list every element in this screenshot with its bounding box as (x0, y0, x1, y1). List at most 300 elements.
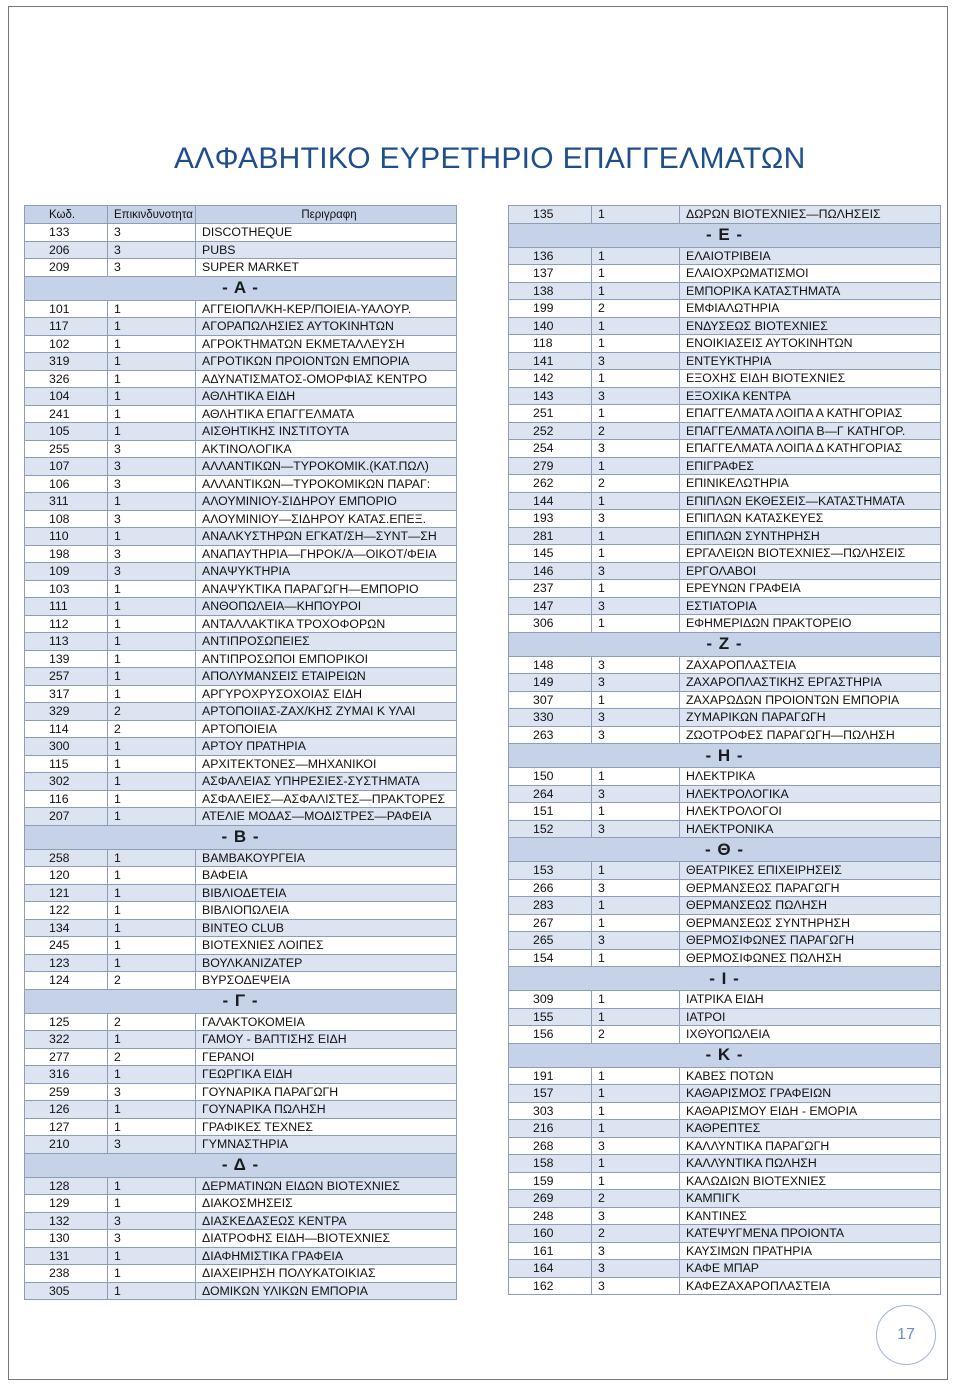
table-row (509, 709, 941, 727)
table-row (25, 259, 457, 277)
risk-cell: 2 (108, 720, 196, 738)
code-cell: 159 (509, 1172, 592, 1190)
risk-cell: 1 (592, 1120, 680, 1138)
description-cell: ΑΚΤΙΝΟΛΟΓΙΚΑ (196, 440, 457, 458)
description-cell: ΕΠΑΓΓΕΛΜΑΤΑ ΛΟΙΠΑ Β—Γ ΚΑΤΗΓΟΡ. (680, 422, 941, 440)
code-cell: 139 (25, 650, 108, 668)
table-row (509, 949, 941, 967)
table-row (509, 475, 941, 493)
description-cell: ΕΠΑΓΓΕΛΜΑΤΑ ΛΟΙΠΑ Α ΚΑΤΗΓΟΡΙΑΣ (680, 405, 941, 423)
table-row (25, 884, 457, 902)
risk-cell: 2 (592, 1190, 680, 1208)
code-cell: 160 (509, 1225, 592, 1243)
code-cell: 132 (25, 1212, 108, 1230)
code-cell: 258 (25, 849, 108, 867)
risk-cell: 1 (108, 370, 196, 388)
code-cell: 265 (509, 932, 592, 950)
table-row (25, 224, 457, 242)
table-row (25, 937, 457, 955)
description-cell: ΔΙΑΦΗΜΙΣΤΙΚΑ ΓΡΑΦΕΙΑ (196, 1247, 457, 1265)
table-row (25, 685, 457, 703)
risk-cell: 1 (108, 954, 196, 972)
code-cell: 330 (509, 709, 592, 727)
table-row (509, 510, 941, 528)
table-row (25, 1265, 457, 1283)
description-cell: ΕΞΟΧΗΣ ΕΙΔΗ ΒΙΟΤΕΧΝΙΕΣ (680, 370, 941, 388)
risk-cell: 1 (592, 768, 680, 786)
section-letter: - Γ - (25, 989, 457, 1013)
description-cell: ΒΑΜΒΑΚΟΥΡΓΕΙΑ (196, 849, 457, 867)
table-row (25, 1101, 457, 1119)
code-cell: 118 (509, 335, 592, 353)
risk-cell: 3 (592, 674, 680, 692)
code-cell: 103 (25, 580, 108, 598)
table-row (25, 1195, 457, 1213)
table-row (509, 914, 941, 932)
table-row (509, 1026, 941, 1044)
code-cell: 122 (25, 902, 108, 920)
risk-cell: 1 (592, 580, 680, 598)
description-cell: ΑΝΑΛΚΥΣΤΗΡΩΝ ΕΓΚΑΤ/ΣΗ—ΣΥΝΤ—ΣΗ (196, 528, 457, 546)
code-cell: 149 (509, 674, 592, 692)
table-row (25, 954, 457, 972)
code-cell: 305 (25, 1282, 108, 1300)
description-cell: ΙΑΤΡΟΙ (680, 1008, 941, 1026)
description-cell: ΒΥΡΣΟΔΕΨΕΙΑ (196, 972, 457, 990)
risk-cell: 1 (592, 247, 680, 265)
description-cell: ΑΡΤΟΥ ΠΡΑΤΗΡΙΑ (196, 738, 457, 756)
description-cell: ΓΕΩΡΓΙΚΑ ΕΙΔΗ (196, 1066, 457, 1084)
risk-cell: 2 (108, 703, 196, 721)
description-cell: ΑΔΥΝΑΤΙΣΜΑΤΟΣ-ΟΜΟΡΦΙΑΣ ΚΕΝΤΡΟ (196, 370, 457, 388)
description-cell: ΒΙΒΛΙΟΔΕΤΕΙΑ (196, 884, 457, 902)
description-cell: ΕΡΕΥΝΩΝ ΓΡΑΦΕΙΑ (680, 580, 941, 598)
risk-cell: 1 (108, 493, 196, 511)
table-row (25, 300, 457, 318)
table-row (25, 241, 457, 259)
code-cell: 129 (25, 1195, 108, 1213)
code-cell: 117 (25, 318, 108, 336)
table-row (25, 1282, 457, 1300)
code-cell: 238 (25, 1265, 108, 1283)
table-row (509, 726, 941, 744)
description-cell: ΑΡΤΟΠΟΙΕΙΑ (196, 720, 457, 738)
risk-cell: 1 (592, 862, 680, 880)
code-cell: 154 (509, 949, 592, 967)
page-number: 17 (876, 1305, 936, 1365)
risk-cell: 1 (592, 1155, 680, 1173)
risk-cell: 1 (592, 803, 680, 821)
table-row (509, 1102, 941, 1120)
description-cell: ΘΕΡΜΟΣΙΦΩΝΕΣ ΠΩΛΗΣΗ (680, 949, 941, 967)
index-table-right (508, 205, 941, 1295)
table-row (25, 423, 457, 441)
code-cell: 147 (509, 597, 592, 615)
description-cell: ΔΩΡΩΝ ΒΙΟΤΕΧΝΙΕΣ—ΠΩΛΗΣΕΙΣ (680, 206, 941, 224)
code-cell: 259 (25, 1083, 108, 1101)
risk-cell: 1 (108, 790, 196, 808)
risk-cell: 1 (108, 937, 196, 955)
description-cell: SUPER MARKET (196, 259, 457, 277)
risk-cell: 1 (108, 755, 196, 773)
description-cell: ΖΥΜΑΡΙΚΩΝ ΠΑΡΑΓΩΓΗ (680, 709, 941, 727)
description-cell: DISCOTHEQUE (196, 224, 457, 242)
code-cell: 266 (509, 879, 592, 897)
description-cell: ΕΜΠΟΡΙΚΑ ΚΑΤΑΣΤΗΜΑΤΑ (680, 282, 941, 300)
description-cell: ΓΡΑΦΙΚΕΣ ΤΕΧΝΕΣ (196, 1118, 457, 1136)
table-row (25, 1066, 457, 1084)
code-cell: 162 (509, 1277, 592, 1295)
code-cell: 141 (509, 352, 592, 370)
description-cell: ΚΑΤΕΨΥΓΜΕΝΑ ΠΡΟΙΟΝΤΑ (680, 1225, 941, 1243)
code-cell: 198 (25, 545, 108, 563)
risk-cell: 2 (592, 1225, 680, 1243)
code-cell: 255 (25, 440, 108, 458)
table-row (509, 300, 941, 318)
table-row (25, 849, 457, 867)
table-row (509, 785, 941, 803)
description-cell: ΑΡΧΙΤΕΚΤΟΝΕΣ—ΜΗΧΑΝΙΚΟΙ (196, 755, 457, 773)
description-cell: ΕΝΔΥΣΕΩΣ ΒΙΟΤΕΧΝΙΕΣ (680, 317, 941, 335)
description-cell: ΒΙΝΤΕΟ CLUB (196, 919, 457, 937)
description-cell: ΘΕΡΜΑΝΣΕΩΣ ΠΑΡΑΓΩΓΗ (680, 879, 941, 897)
risk-cell: 3 (108, 1083, 196, 1101)
risk-cell: 3 (108, 1136, 196, 1154)
description-cell: ΔΕΡΜΑΤΙΝΩΝ ΕΙΔΩΝ ΒΙΟΤΕΧΝΙΕΣ (196, 1177, 457, 1195)
risk-cell: 3 (592, 820, 680, 838)
table-row (509, 457, 941, 475)
table-row (509, 492, 941, 510)
description-cell: ΑΛΟΥΜΙΝΙΟΥ-ΣΙΔΗΡΟΥ ΕΜΠΟΡΙΟ (196, 493, 457, 511)
table-row (509, 1207, 941, 1225)
table-row (25, 867, 457, 885)
code-cell: 106 (25, 475, 108, 493)
table-row (25, 790, 457, 808)
description-cell: ΓΑΛΑΚΤΟΚΟΜΕΙΑ (196, 1013, 457, 1031)
section-header-row (509, 632, 941, 656)
description-cell: ΓΑΜΟΥ - ΒΑΠΤΙΣΗΣ ΕΙΔΗ (196, 1031, 457, 1049)
table-row (509, 1008, 941, 1026)
risk-cell: 2 (592, 300, 680, 318)
code-cell: 210 (25, 1136, 108, 1154)
risk-cell: 1 (592, 991, 680, 1009)
table-row (509, 862, 941, 880)
table-row (25, 598, 457, 616)
table-row (25, 1048, 457, 1066)
risk-cell: 1 (108, 388, 196, 406)
table-row (509, 691, 941, 709)
description-cell: ΓΥΜΝΑΣΤΗΡΙΑ (196, 1136, 457, 1154)
code-cell: 254 (509, 440, 592, 458)
risk-cell: 1 (592, 914, 680, 932)
risk-cell: 1 (108, 1195, 196, 1213)
section-letter: - Ι - (509, 967, 941, 991)
table-row (509, 527, 941, 545)
description-cell: ΚΑΛΛΥΝΤΙΚΑ ΠΩΛΗΣΗ (680, 1155, 941, 1173)
table-row (25, 580, 457, 598)
table-row (509, 352, 941, 370)
risk-cell: 1 (592, 949, 680, 967)
risk-cell: 3 (592, 1242, 680, 1260)
section-letter: - Θ - (509, 838, 941, 862)
section-header-row (509, 223, 941, 247)
table-row (25, 370, 457, 388)
code-cell: 206 (25, 241, 108, 259)
code-cell: 143 (509, 387, 592, 405)
description-cell: ΗΛΕΚΤΡΟΝΙΚΑ (680, 820, 941, 838)
code-cell: 216 (509, 1120, 592, 1138)
section-header-row (25, 825, 457, 849)
description-cell: ΔΙΑΣΚΕΔΑΣΕΩΣ ΚΕΝΤΡΑ (196, 1212, 457, 1230)
table-row (25, 388, 457, 406)
risk-cell: 1 (108, 300, 196, 318)
risk-cell: 1 (108, 867, 196, 885)
risk-cell: 3 (592, 1277, 680, 1295)
table-row (25, 1230, 457, 1248)
table-row (25, 633, 457, 651)
table-row (509, 1172, 941, 1190)
table-row (509, 1067, 941, 1085)
risk-cell: 1 (592, 282, 680, 300)
table-row (25, 1013, 457, 1031)
code-cell: 121 (25, 884, 108, 902)
risk-cell: 1 (592, 1067, 680, 1085)
description-cell: ΑΝΑΨΥΚΤΙΚΑ ΠΑΡΑΓΩΓΗ—ΕΜΠΟΡΙΟ (196, 580, 457, 598)
code-cell: 111 (25, 598, 108, 616)
description-cell: ΚΑΒΕΣ ΠΟΤΩΝ (680, 1067, 941, 1085)
description-cell: ΑΝΤΙΠΡΟΣΩΠΕΙΕΣ (196, 633, 457, 651)
risk-cell: 3 (108, 440, 196, 458)
code-cell: 251 (509, 405, 592, 423)
code-cell: 245 (25, 937, 108, 955)
code-cell: 136 (509, 247, 592, 265)
description-cell: ΒΙΟΤΕΧΝΙΕΣ ΛΟΙΠΕΣ (196, 937, 457, 955)
section-header-row (509, 744, 941, 768)
risk-cell: 1 (592, 405, 680, 423)
code-cell: 112 (25, 615, 108, 633)
table-row (25, 1083, 457, 1101)
risk-cell: 1 (108, 318, 196, 336)
risk-cell: 1 (108, 1118, 196, 1136)
code-cell: 115 (25, 755, 108, 773)
table-row (509, 991, 941, 1009)
code-cell: 283 (509, 897, 592, 915)
description-cell: ΑΘΛΗΤΙΚΑ ΕΠΑΓΓΕΛΜΑΤΑ (196, 405, 457, 423)
table-row (509, 265, 941, 283)
table-row (25, 668, 457, 686)
description-cell: ΑΛΛΑΝΤΙΚΩΝ—ΤΥΡΟΚΟΜΙΚ.(ΚΑΤ.ΠΩΛ) (196, 458, 457, 476)
code-cell: 104 (25, 388, 108, 406)
table-row (509, 615, 941, 633)
risk-cell: 3 (108, 475, 196, 493)
section-header-row (25, 989, 457, 1013)
table-row (25, 510, 457, 528)
risk-cell: 1 (108, 1066, 196, 1084)
table-row (25, 919, 457, 937)
risk-cell: 1 (592, 370, 680, 388)
code-cell: 127 (25, 1118, 108, 1136)
code-cell: 241 (25, 405, 108, 423)
risk-cell: 1 (592, 317, 680, 335)
risk-cell: 2 (108, 1013, 196, 1031)
section-letter: - Κ - (509, 1043, 941, 1067)
description-cell: ΙΧΘΥΟΠΩΛΕΙΑ (680, 1026, 941, 1044)
header-description: Περιγραφη (196, 206, 457, 224)
description-cell: ΕΛΑΙΟΤΡΙΒΕΙΑ (680, 247, 941, 265)
table-row (25, 493, 457, 511)
table-row (509, 370, 941, 388)
code-cell: 158 (509, 1155, 592, 1173)
table-header-row (25, 206, 457, 224)
code-cell: 191 (509, 1067, 592, 1085)
description-cell: ΑΡΤΟΠΟΙΙΑΣ-ΖΑΧ/ΚΗΣ ΖΥΜΑΙ Κ ΥΛΑΙ (196, 703, 457, 721)
section-letter: - Ε - (509, 223, 941, 247)
risk-cell: 3 (108, 458, 196, 476)
code-cell: 110 (25, 528, 108, 546)
risk-cell: 2 (108, 972, 196, 990)
table-row (509, 247, 941, 265)
code-cell: 329 (25, 703, 108, 721)
code-cell: 101 (25, 300, 108, 318)
risk-cell: 2 (108, 1048, 196, 1066)
table-row (509, 580, 941, 598)
table-row (25, 1212, 457, 1230)
description-cell: ΕΠΙΓΡΑΦΕΣ (680, 457, 941, 475)
code-cell: 316 (25, 1066, 108, 1084)
code-cell: 281 (509, 527, 592, 545)
description-cell: ΖΑΧΑΡΩΔΩΝ ΠΡΟΙΟΝΤΩΝ ΕΜΠΟΡΙΑ (680, 691, 941, 709)
table-row (25, 563, 457, 581)
table-row (25, 335, 457, 353)
code-cell: 309 (509, 991, 592, 1009)
table-row (509, 387, 941, 405)
section-letter: - Δ - (25, 1153, 457, 1177)
risk-cell: 1 (108, 650, 196, 668)
risk-cell: 3 (108, 545, 196, 563)
code-cell: 207 (25, 808, 108, 826)
table-row (509, 879, 941, 897)
table-row (509, 820, 941, 838)
risk-cell: 1 (108, 919, 196, 937)
description-cell: ΕΡΓΟΛΑΒΟΙ (680, 562, 941, 580)
code-cell: 145 (509, 545, 592, 563)
risk-cell: 3 (592, 785, 680, 803)
description-cell: ΑΝΤΑΛΛΑΚΤΙΚΑ ΤΡΟΧΟΦΟΡΩΝ (196, 615, 457, 633)
risk-cell: 1 (108, 423, 196, 441)
risk-cell: 3 (592, 1137, 680, 1155)
table-row (509, 932, 941, 950)
risk-cell: 1 (592, 1102, 680, 1120)
risk-cell: 3 (592, 656, 680, 674)
table-row (25, 475, 457, 493)
code-cell: 142 (509, 370, 592, 388)
header-risk: Επικινδυνοτητα (108, 206, 196, 224)
description-cell: ΑΓΡΟΤΙΚΩΝ ΠΡΟΙΟΝΤΩΝ ΕΜΠΟΡΙΑ (196, 353, 457, 371)
risk-cell: 1 (108, 335, 196, 353)
table-row (25, 902, 457, 920)
risk-cell: 1 (592, 335, 680, 353)
table-row (25, 1177, 457, 1195)
description-cell: ΔΟΜΙΚΩΝ ΥΛΙΚΩΝ ΕΜΠΟΡΙΑ (196, 1282, 457, 1300)
description-cell: ΚΑΝΤΙΝΕΣ (680, 1207, 941, 1225)
code-cell: 131 (25, 1247, 108, 1265)
code-cell: 137 (509, 265, 592, 283)
risk-cell: 3 (108, 510, 196, 528)
code-cell: 157 (509, 1085, 592, 1103)
code-cell: 269 (509, 1190, 592, 1208)
risk-cell: 1 (108, 1282, 196, 1300)
risk-cell: 1 (592, 265, 680, 283)
risk-cell: 1 (592, 1008, 680, 1026)
table-row (25, 1136, 457, 1154)
code-cell: 319 (25, 353, 108, 371)
table-row (509, 803, 941, 821)
table-row (25, 808, 457, 826)
risk-cell: 1 (108, 902, 196, 920)
risk-cell: 3 (592, 562, 680, 580)
code-cell: 107 (25, 458, 108, 476)
code-cell: 302 (25, 773, 108, 791)
code-cell: 126 (25, 1101, 108, 1119)
table-row (509, 1085, 941, 1103)
code-cell: 134 (25, 919, 108, 937)
code-cell: 138 (509, 282, 592, 300)
risk-cell: 3 (592, 510, 680, 528)
risk-cell: 3 (592, 709, 680, 727)
description-cell: ΘΕΡΜΑΝΣΕΩΣ ΠΩΛΗΣΗ (680, 897, 941, 915)
code-cell: 252 (509, 422, 592, 440)
risk-cell: 1 (108, 773, 196, 791)
description-cell: ΕΜΦΙΑΛΩΤΗΡΙΑ (680, 300, 941, 318)
description-cell: ΕΣΤΙΑΤΟΡΙΑ (680, 597, 941, 615)
description-cell: ΓΟΥΝΑΡΙΚΑ ΠΑΡΑΓΩΓΗ (196, 1083, 457, 1101)
description-cell: ΑΤΕΛΙΕ ΜΟΔΑΣ—ΜΟΔΙΣΤΡΕΣ—ΡΑΦΕΙΑ (196, 808, 457, 826)
description-cell: ΑΙΣΘΗΤΙΚΗΣ ΙΝΣΤΙΤΟΥΤΑ (196, 423, 457, 441)
description-cell: ΔΙΑΤΡΟΦΗΣ ΕΙΔΗ—ΒΙΟΤΕΧΝΙΕΣ (196, 1230, 457, 1248)
description-cell: ΕΠΑΓΓΕΛΜΑΤΑ ΛΟΙΠΑ Δ ΚΑΤΗΓΟΡΙΑΣ (680, 440, 941, 458)
table-row (25, 755, 457, 773)
section-header-row (509, 1043, 941, 1067)
code-cell: 123 (25, 954, 108, 972)
code-cell: 105 (25, 423, 108, 441)
table-row (509, 335, 941, 353)
risk-cell: 3 (592, 387, 680, 405)
risk-cell: 2 (592, 422, 680, 440)
risk-cell: 1 (108, 598, 196, 616)
description-cell: ΒΑΦΕΙΑ (196, 867, 457, 885)
table-row (509, 674, 941, 692)
code-cell: 164 (509, 1260, 592, 1278)
code-cell: 140 (509, 317, 592, 335)
code-cell: 268 (509, 1137, 592, 1155)
description-cell: ΕΝΤΕΥΚΤΗΡΙΑ (680, 352, 941, 370)
risk-cell: 1 (108, 884, 196, 902)
code-cell: 248 (509, 1207, 592, 1225)
description-cell: ΑΣΦΑΛΕΙΑΣ ΥΠΗΡΕΣΙΕΣ-ΣΥΣΤΗΜΑΤΑ (196, 773, 457, 791)
table-row (509, 897, 941, 915)
code-cell: 150 (509, 768, 592, 786)
code-cell: 120 (25, 867, 108, 885)
description-cell: ΓΟΥΝΑΡΙΚΑ ΠΩΛΗΣΗ (196, 1101, 457, 1119)
code-cell: 135 (509, 206, 592, 224)
risk-cell: 3 (108, 241, 196, 259)
table-row (25, 528, 457, 546)
code-cell: 146 (509, 562, 592, 580)
table-row (509, 1260, 941, 1278)
table-row (509, 206, 941, 224)
risk-cell: 3 (592, 726, 680, 744)
code-cell: 209 (25, 259, 108, 277)
